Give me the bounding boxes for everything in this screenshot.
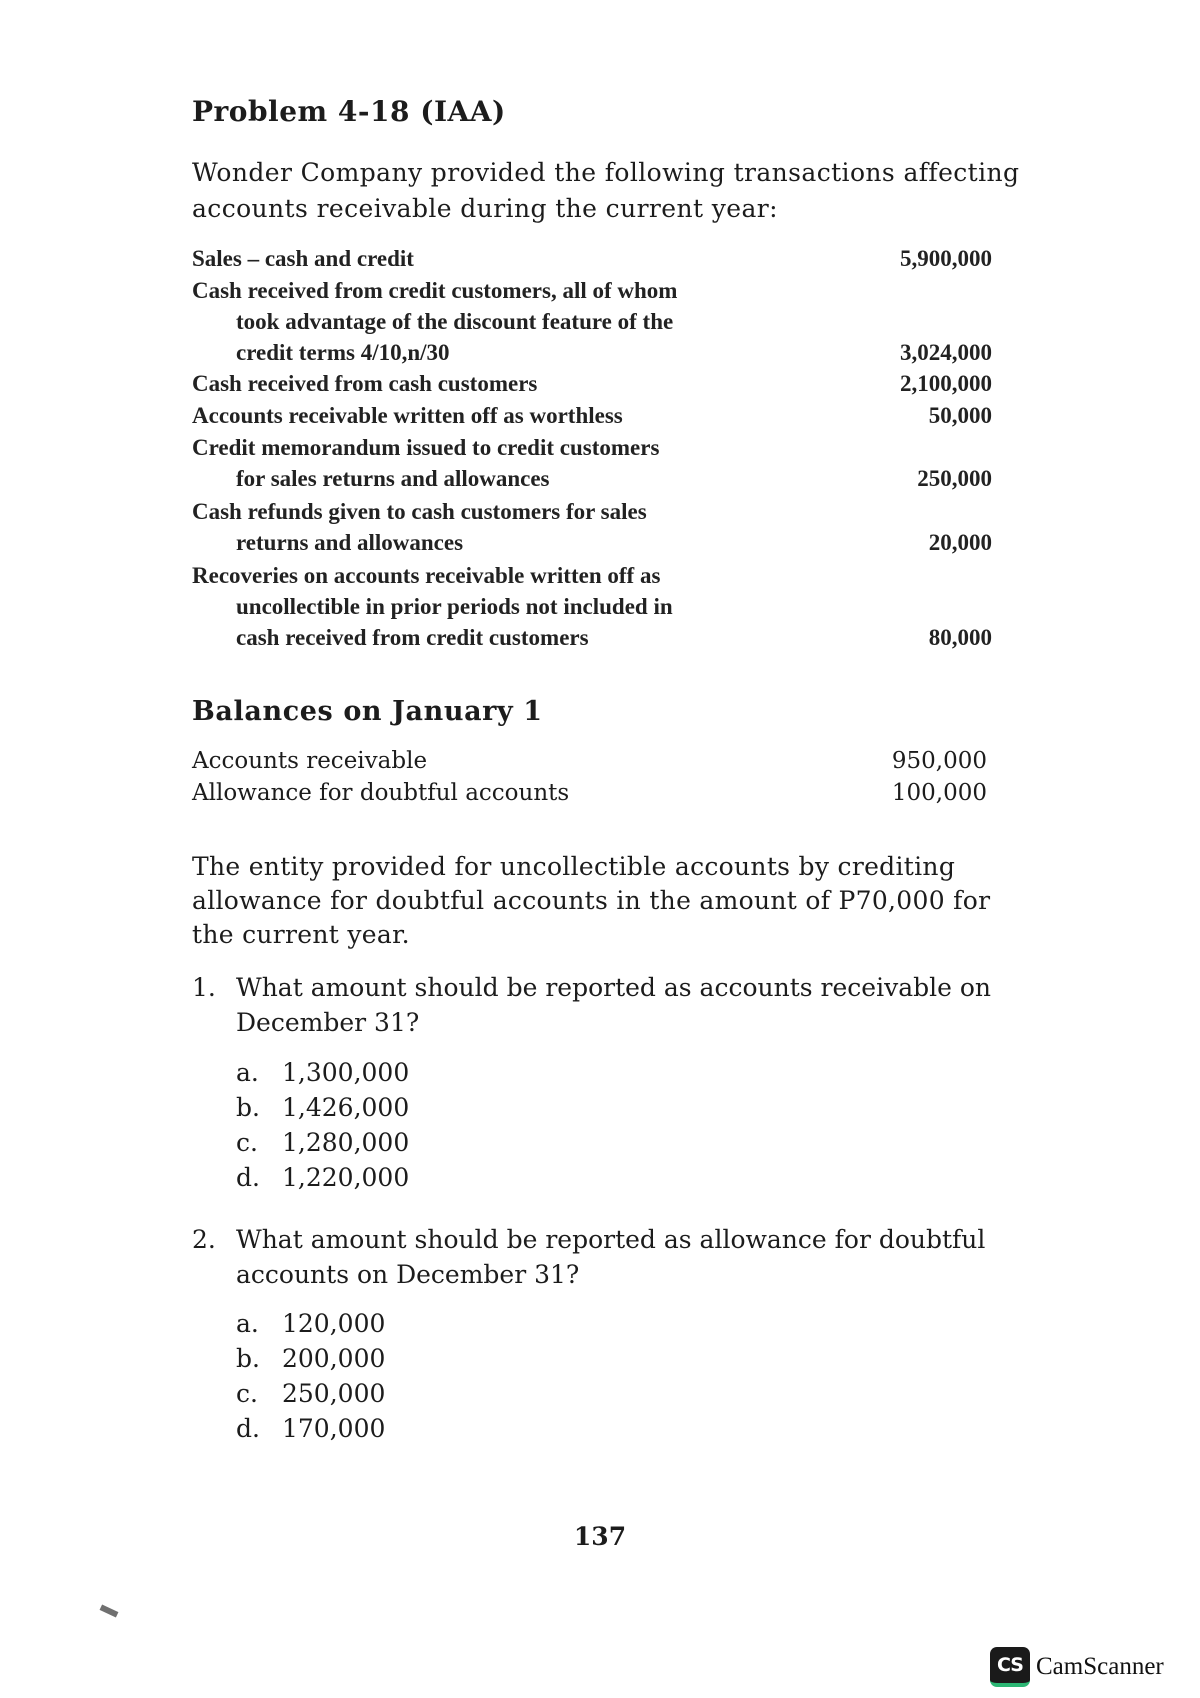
problem-title: Problem 4-18 (IAA) [192, 95, 506, 128]
transaction-row [192, 400, 992, 431]
transaction-label: Cash refunds given to cash customers for sales [192, 499, 647, 524]
choice-value: 1,280,000 [282, 1128, 410, 1157]
choice-item [236, 1160, 409, 1195]
transaction-amount: 50,000 [928, 403, 992, 428]
question-number: 2. [192, 1225, 216, 1254]
choice-value: 1,426,000 [282, 1093, 410, 1122]
scan-mark [100, 1604, 119, 1617]
transaction-amount: 3,024,000 [900, 340, 992, 365]
choice-value: 170,000 [282, 1414, 386, 1443]
choice-item [236, 1411, 385, 1446]
choice-value: 1,300,000 [282, 1058, 410, 1087]
transaction-label: Credit memorandum issued to credit customers [192, 435, 660, 460]
question-number: 1. [192, 973, 216, 1002]
choice-value: 200,000 [282, 1344, 386, 1373]
choice-value: 120,000 [282, 1309, 386, 1338]
transaction-label: Sales – cash and credit [192, 246, 414, 271]
choice-item [236, 1376, 385, 1411]
choice-item [236, 1125, 409, 1160]
transaction-label: Cash received from cash customers [192, 371, 538, 396]
choice-item [236, 1090, 409, 1125]
transaction-label: Recoveries on accounts receivable written off as [192, 563, 661, 588]
question-2-choices [236, 1306, 385, 1446]
transaction-row [192, 560, 992, 653]
choice-letter: b. [236, 1344, 260, 1373]
choice-item [236, 1341, 385, 1376]
transaction-row [192, 432, 992, 494]
choice-letter: c. [236, 1128, 258, 1157]
choice-letter: a. [236, 1309, 259, 1338]
transaction-row [192, 243, 992, 274]
camscanner-watermark [990, 1647, 1164, 1687]
transaction-row [192, 368, 992, 399]
transaction-amount: 20,000 [928, 530, 992, 555]
balance-amount: 950,000 [891, 748, 987, 774]
balance-label: Accounts receivable [192, 748, 428, 774]
balances-title: Balances on January 1 [192, 696, 543, 727]
question-2 [192, 1222, 1012, 1292]
choice-letter: c. [236, 1379, 258, 1408]
choice-letter: b. [236, 1093, 260, 1122]
balance-row [192, 778, 987, 809]
choice-letter: d. [236, 1414, 260, 1443]
choice-value: 250,000 [282, 1379, 386, 1408]
provision-paragraph: The entity provided for uncollectible accounts by crediting allowance for doubtful accounts in the amount of P70,000 for the current year. [192, 852, 991, 949]
camscanner-label: CamScanner [1036, 1653, 1164, 1680]
transaction-label-continued: for sales returns and allowances [236, 466, 550, 491]
page-number: 137 [573, 1522, 627, 1551]
choice-letter: a. [236, 1058, 259, 1087]
camscanner-logo-icon: CS [990, 1647, 1030, 1687]
transaction-label-continued: took advantage of the discount feature of the [236, 309, 674, 334]
transaction-label: Cash received from credit customers, all of whom [192, 278, 678, 303]
choice-value: 1,220,000 [282, 1163, 410, 1192]
transaction-amount: 5,900,000 [900, 246, 992, 271]
choice-letter: d. [236, 1163, 260, 1192]
problem-intro: Wonder Company provided the following transactions affecting accounts receivable during the current year: [192, 158, 1020, 223]
transaction-label: Accounts receivable written off as worthless [192, 403, 623, 428]
transaction-row [192, 275, 992, 368]
transaction-label-continued: cash received from credit customers [236, 625, 589, 650]
question-1-choices [236, 1055, 409, 1195]
transaction-amount: 2,100,000 [900, 371, 992, 396]
transaction-amount: 250,000 [917, 466, 992, 491]
transaction-label-continued: returns and allowances [236, 530, 464, 555]
balance-row [192, 746, 987, 777]
transaction-label-continued: credit terms 4/10,n/30 [236, 340, 450, 365]
question-1 [192, 970, 1012, 1040]
question-text: What amount should be reported as accounts receivable on December 31? [236, 973, 991, 1037]
choice-item [236, 1306, 385, 1341]
transaction-amount: 80,000 [928, 625, 992, 650]
balance-amount: 100,000 [891, 780, 987, 806]
transaction-label-continued: uncollectible in prior periods not included in [236, 594, 673, 619]
balance-label: Allowance for doubtful accounts [192, 780, 570, 806]
question-text: What amount should be reported as allowance for doubtful accounts on December 31? [236, 1225, 986, 1289]
transaction-row [192, 496, 992, 558]
choice-item [236, 1055, 409, 1090]
